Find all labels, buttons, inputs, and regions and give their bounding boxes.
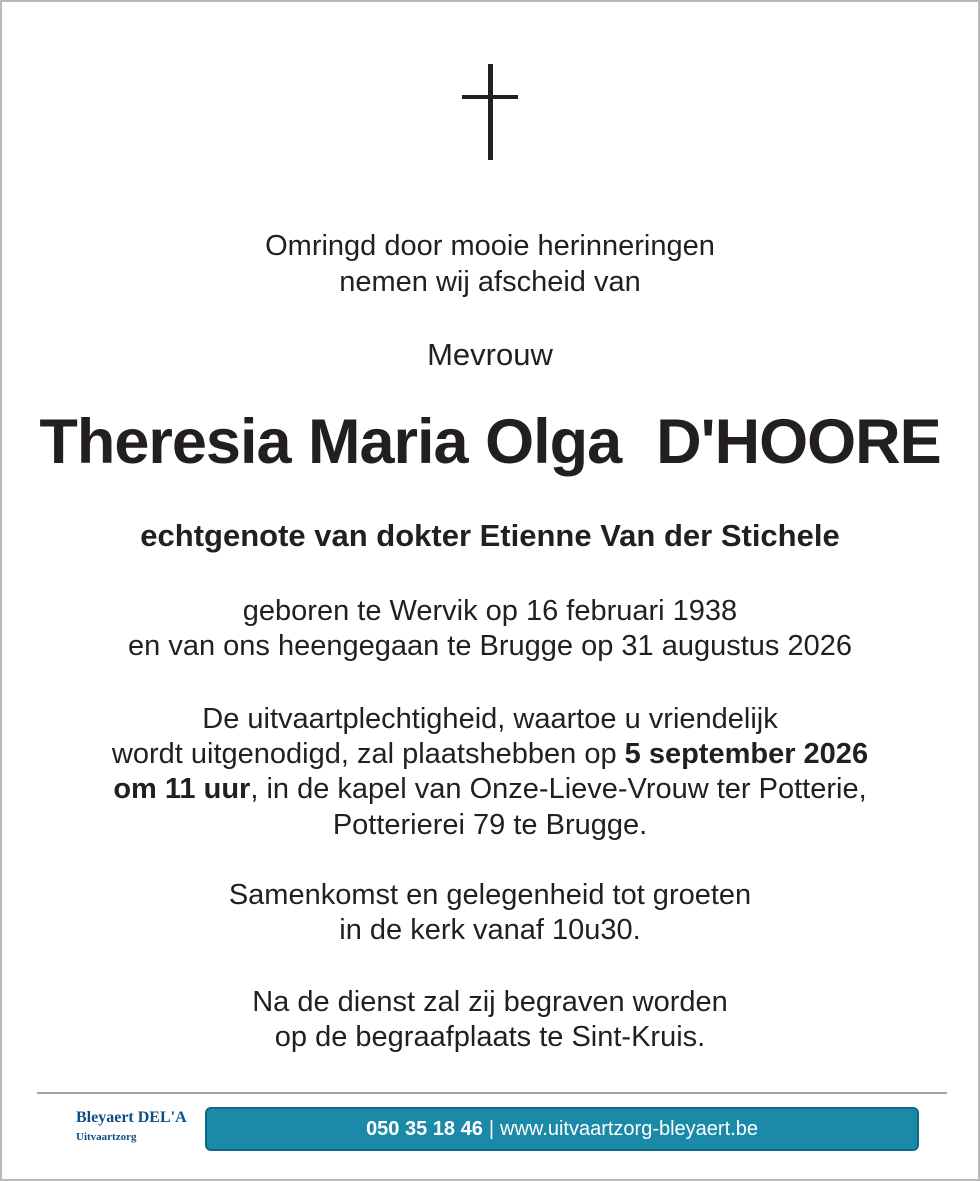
funeral-time: om 11 uur (113, 773, 251, 805)
funeral-line-2 (2, 736, 978, 772)
funeral-line-2-prefix: wordt uitgenodigd, zal plaatshebben op (111, 738, 625, 770)
burial-line-1: Na de dienst zal zij begraven worden (252, 986, 728, 1018)
spouse-line: echtgenote van dokter Etienne Van der Stichele (140, 518, 840, 553)
death-line: en van ons heengegaan te Brugge op 31 augustus 2026 (128, 630, 852, 662)
meeting-line-2: in de kerk vanaf 10u30. (339, 914, 641, 946)
cross-horizontal-bar (462, 95, 518, 99)
contact-bar (205, 1107, 919, 1151)
funeral-line-1: De uitvaartplechtigheid, waartoe u vriendelijk (202, 703, 778, 735)
footer-divider (37, 1092, 947, 1094)
funeral-home-logo (76, 1108, 201, 1152)
funeral-line-3 (2, 771, 978, 807)
contact-separator: | (488, 1118, 495, 1140)
meeting-line-1: Samenkomst en gelegenheid tot groeten (228, 879, 752, 911)
website-link[interactable]: www.uitvaartzorg-bleyaert.be (500, 1118, 758, 1140)
funeral-address: Potterierei 79 te Brugge. (332, 809, 648, 841)
cross-icon (462, 64, 518, 160)
intro-line-1: Omringd door mooie herinneringen (265, 230, 715, 262)
funeral-location: , in de kapel van Onze-Lieve-Vrouw ter Potterie, (250, 773, 867, 805)
phone-number[interactable]: 050 35 18 46 (366, 1118, 483, 1140)
logo-subtitle: Uitvaartzorg (76, 1131, 137, 1143)
deceased-name (2, 404, 978, 480)
birth-line: geboren te Wervik op 16 februari 1938 (242, 595, 738, 627)
burial-line-2: op de begraafplaats te Sint-Kruis. (274, 1021, 706, 1053)
logo-name: Bleyaert DEL'A (76, 1109, 187, 1126)
honorific-title: Mevrouw (427, 337, 553, 372)
cross-vertical-bar (488, 64, 493, 160)
deceased-name-text: Theresia Maria Olga D'HOORE (39, 407, 941, 477)
funeral-date: 5 september 2026 (624, 738, 869, 770)
intro-line-2: nemen wij afscheid van (339, 266, 641, 298)
